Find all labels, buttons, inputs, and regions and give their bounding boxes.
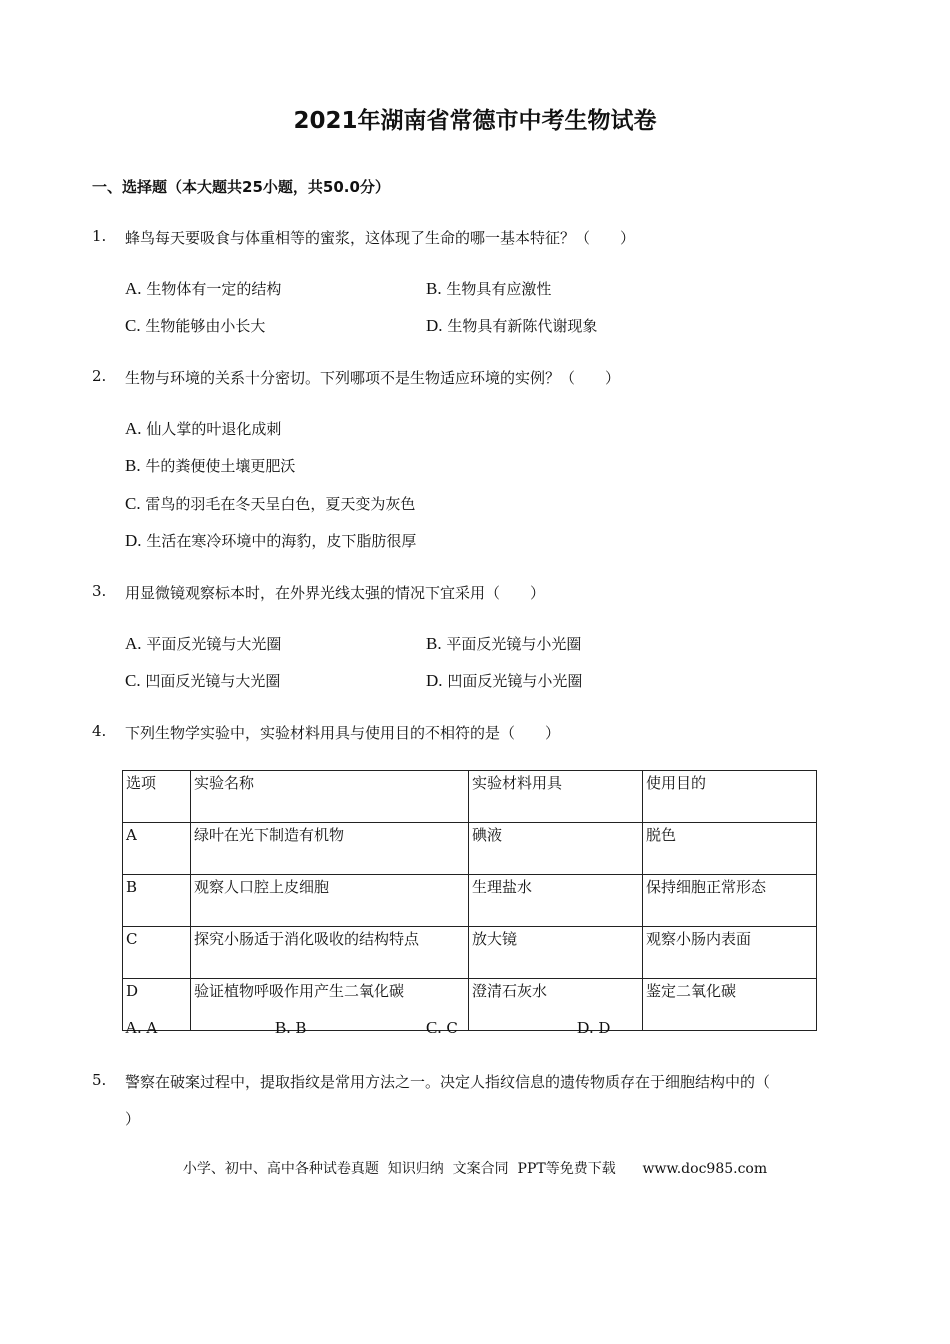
question-text: 蜂鸟每天要吸食与体重相等的蜜浆，这体现了生命的哪一基本特征？（ ） [125, 229, 636, 247]
option-letter: C. [426, 1018, 442, 1037]
option-d [577, 1018, 610, 1038]
table-cell: 探究小肠适于消化吸收的结构特点 [191, 927, 469, 979]
option-text: 平面反光镜与大光圈 [146, 635, 282, 653]
option-letter: C. [125, 671, 141, 690]
question-text: 生物与环境的关系十分密切。下列哪项不是生物适应环境的实例？（ ） [125, 369, 621, 387]
table-cell: 鉴定二氧化碳 [643, 979, 817, 1031]
table-cell: 观察人口腔上皮细胞 [191, 875, 469, 927]
table-row [123, 927, 817, 979]
table-row [123, 823, 817, 875]
option-text: C [446, 1019, 458, 1037]
option-a [125, 1018, 157, 1038]
option-letter: B. [275, 1018, 291, 1037]
option-text: 生物具有新陈代谢现象 [447, 317, 598, 335]
question-number: 1. [92, 227, 107, 245]
table-row [123, 875, 817, 927]
page-title: 2021年湖南省常德市中考生物试卷 [293, 108, 657, 134]
option-c [426, 1018, 458, 1038]
option-d [125, 530, 416, 551]
table-header-cell: 选项 [123, 771, 191, 823]
option-text: 仙人掌的叶退化成刺 [146, 420, 282, 438]
option-text: 平面反光镜与小光圈 [446, 635, 582, 653]
option-letter: B. [426, 634, 442, 653]
option-text: 牛的粪便使土壤更肥沃 [145, 457, 296, 475]
page-footer: 小学、初中、高中各种试卷真题 知识归纳 文案合同 PPT等免费下载 www.doc985.com [182, 1161, 768, 1177]
option-letter: B. [125, 456, 141, 475]
option-text: 凹面反光镜与小光圈 [447, 672, 583, 690]
table-cell: C [123, 927, 191, 979]
option-text: B [295, 1019, 307, 1037]
option-b [275, 1018, 306, 1038]
table-row [123, 979, 817, 1031]
option-letter: C. [125, 494, 141, 513]
option-a [125, 278, 281, 299]
option-b [426, 633, 581, 654]
option-a [125, 633, 281, 654]
table-cell: A [123, 823, 191, 875]
option-b [426, 278, 551, 299]
question-text: 警察在破案过程中，提取指纹是常用方法之一。决定人指纹信息的遗传物质存在于细胞结构中的（ [125, 1073, 771, 1091]
option-text: 生物具有应激性 [446, 280, 552, 298]
option-text: 生物能够由小长大 [145, 317, 266, 335]
option-text: D [598, 1019, 611, 1037]
table-header-cell: 使用目的 [643, 771, 817, 823]
table-cell: D [123, 979, 191, 1031]
option-letter: D. [426, 671, 443, 690]
option-text: A [146, 1019, 158, 1037]
table-cell: 观察小肠内表面 [643, 927, 817, 979]
option-letter: A. [125, 1018, 142, 1037]
table-cell: 绿叶在光下制造有机物 [191, 823, 469, 875]
option-letter: D. [426, 316, 443, 335]
option-letter: C. [125, 316, 141, 335]
option-letter: A. [125, 419, 142, 438]
option-c [125, 670, 280, 691]
option-letter: B. [426, 279, 442, 298]
experiment-table [122, 770, 817, 1031]
table-cell: 生理盐水 [469, 875, 643, 927]
option-letter: A. [125, 279, 142, 298]
table-cell: 碘液 [469, 823, 643, 875]
question-number: 4. [92, 722, 107, 740]
question-text-continued: ） [125, 1110, 141, 1128]
option-text: 雷鸟的羽毛在冬天呈白色，夏天变为灰色 [145, 495, 416, 513]
option-d [426, 670, 582, 691]
option-d [426, 315, 597, 336]
question-number: 2. [92, 367, 107, 385]
question-number: 3. [92, 582, 107, 600]
question-text: 用显微镜观察标本时，在外界光线太强的情况下宜采用（ ） [125, 584, 546, 602]
table-header-row [123, 771, 817, 823]
table-cell: B [123, 875, 191, 927]
option-c [125, 315, 265, 336]
table-header-cell: 实验材料用具 [469, 771, 643, 823]
table-cell: 保持细胞正常形态 [643, 875, 817, 927]
table-cell: 澄清石灰水 [469, 979, 643, 1031]
option-letter: D. [577, 1018, 594, 1037]
table-cell: 验证植物呼吸作用产生二氧化碳 [191, 979, 469, 1031]
question-text: 下列生物学实验中，实验材料用具与使用目的不相符的是（ ） [125, 724, 561, 742]
table-cell: 脱色 [643, 823, 817, 875]
table-header-cell: 实验名称 [191, 771, 469, 823]
section-heading: 一、选择题（本大题共25小题，共50.0分） [92, 178, 390, 196]
option-text: 生物体有一定的结构 [146, 280, 282, 298]
option-letter: A. [125, 634, 142, 653]
option-c [125, 493, 415, 514]
option-a [125, 418, 281, 439]
table-cell: 放大镜 [469, 927, 643, 979]
question-number: 5. [92, 1071, 107, 1089]
option-letter: D. [125, 531, 142, 550]
option-b [125, 455, 295, 476]
option-text: 生活在寒冷环境中的海豹，皮下脂肪很厚 [146, 532, 417, 550]
option-text: 凹面反光镜与大光圈 [145, 672, 281, 690]
